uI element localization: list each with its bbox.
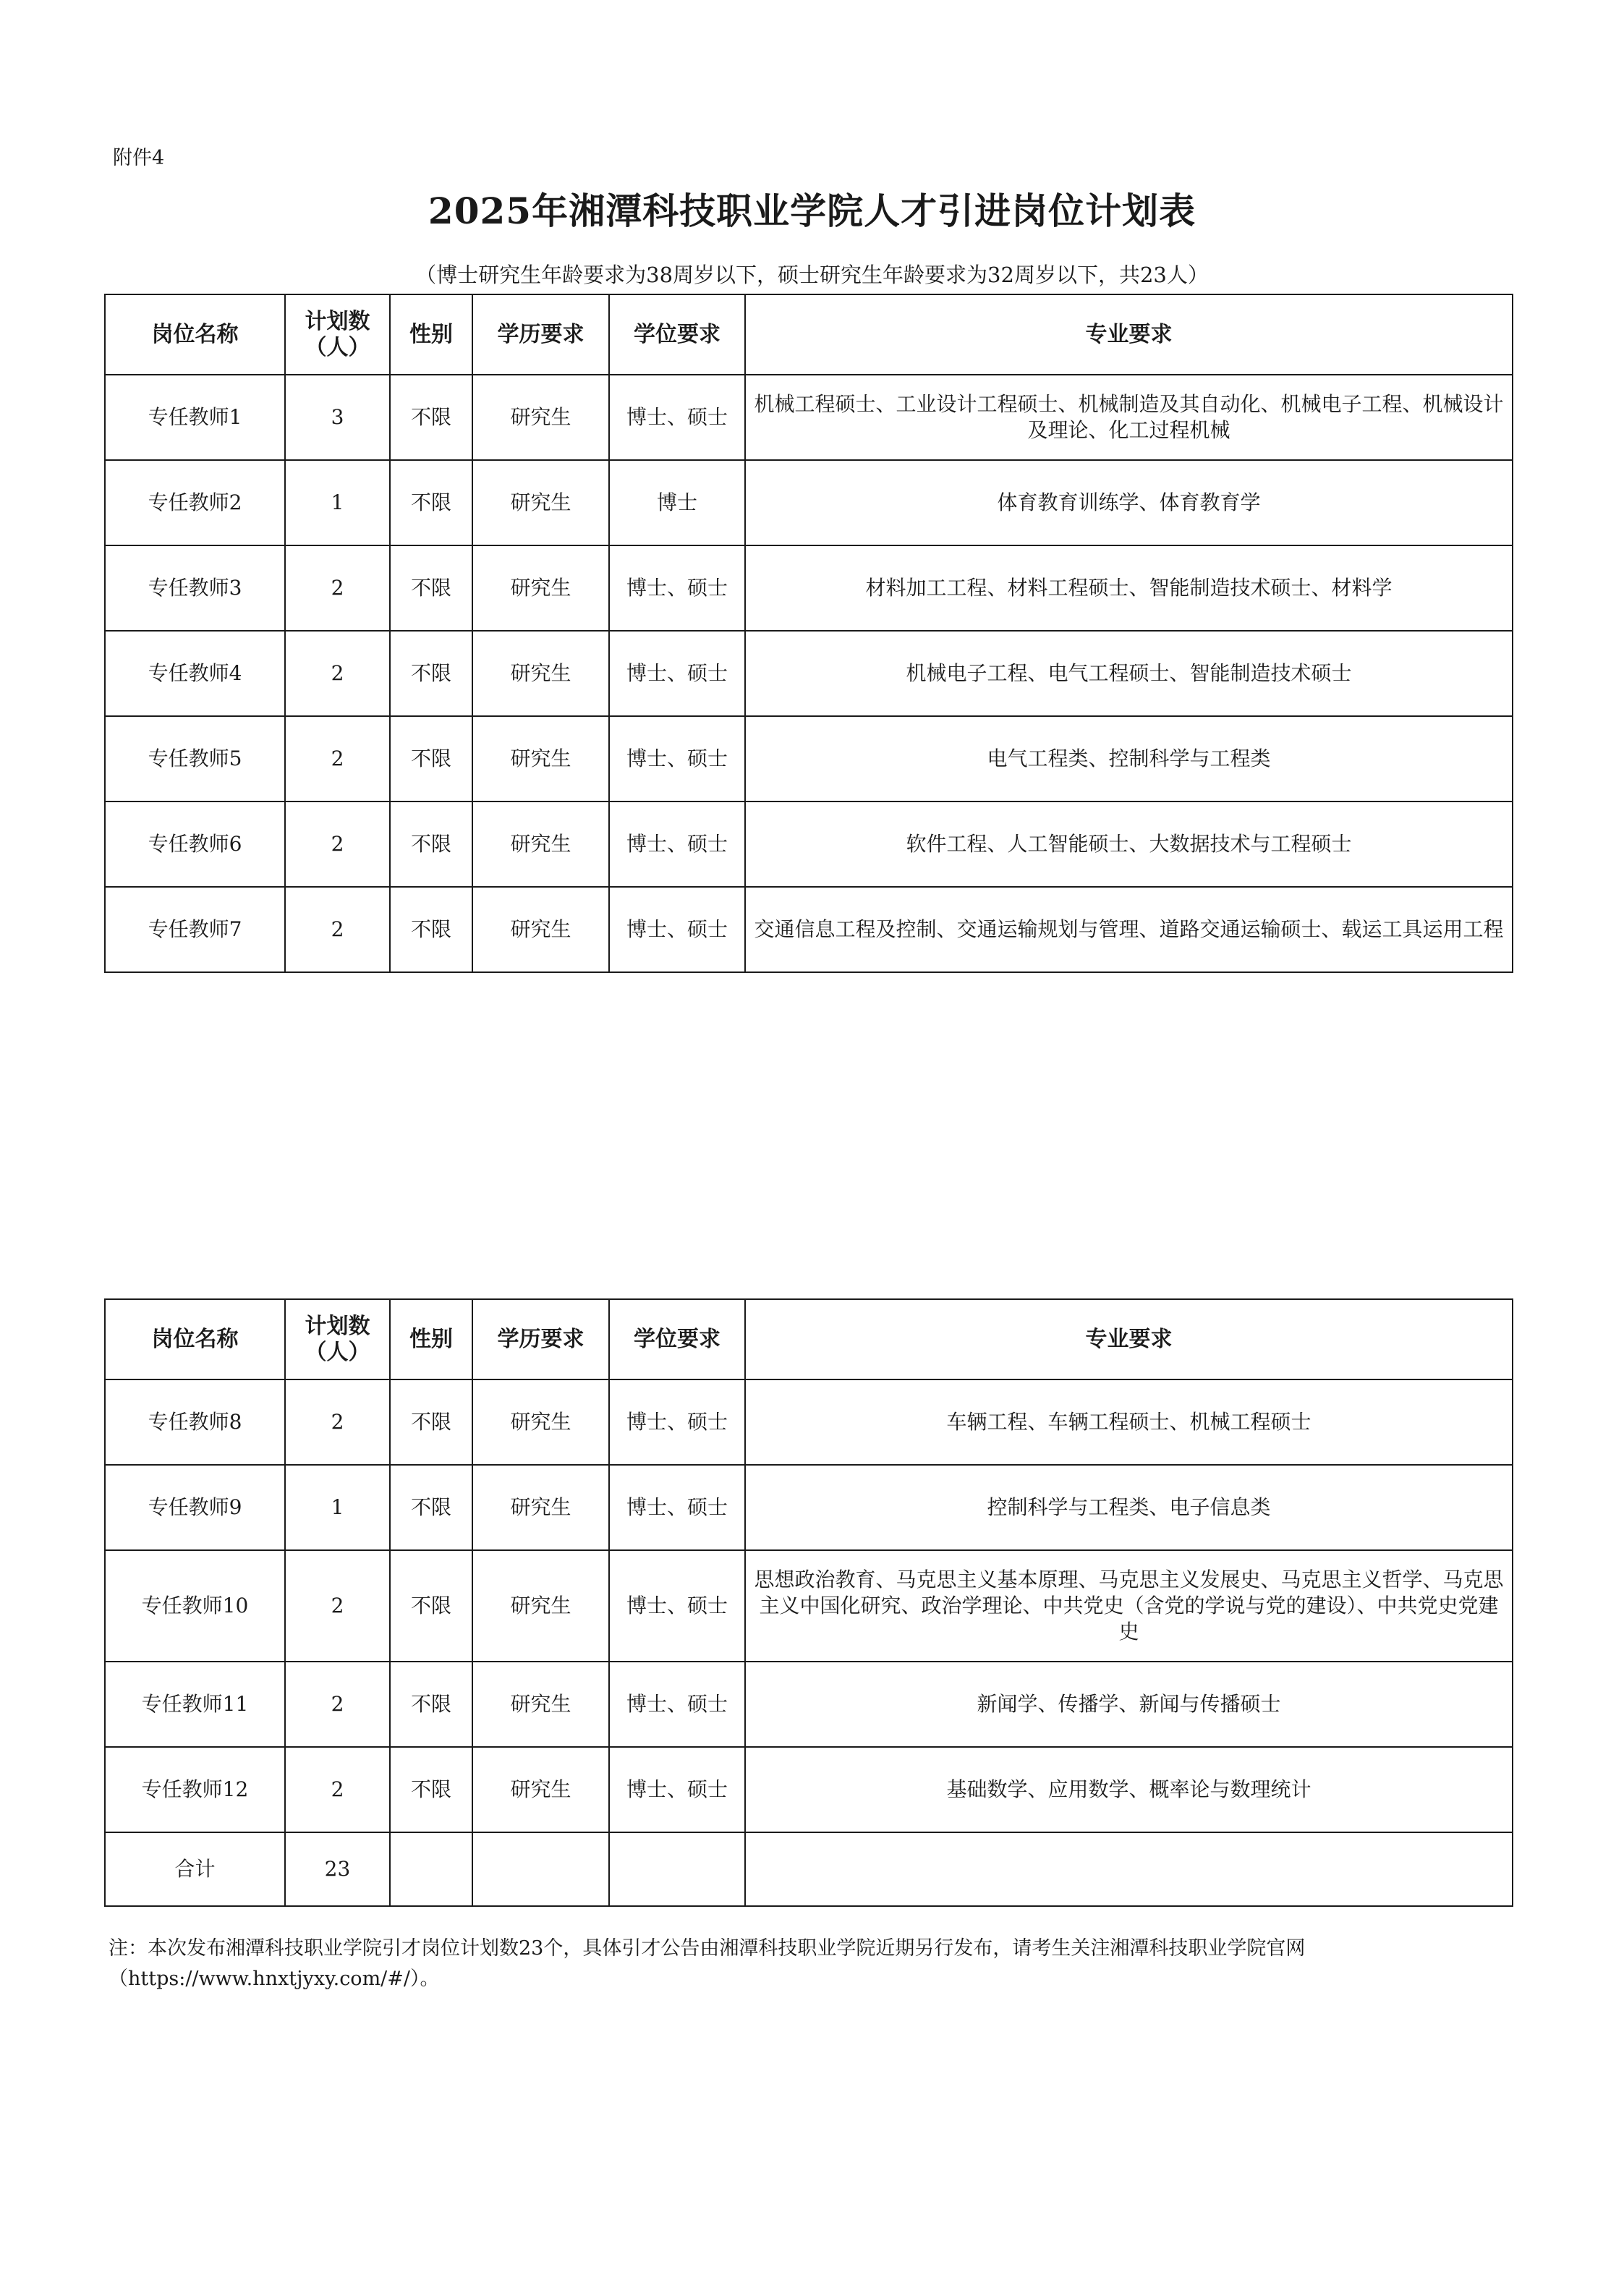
table-row [105,1662,1513,1747]
plan-table-1 [104,294,1513,973]
table-row [105,460,1513,545]
cell-plan: 2 [285,631,390,716]
cell-gender: 不限 [390,1550,472,1662]
cell-education: 研究生 [472,631,609,716]
empty-cell [609,1832,745,1906]
cell-gender: 不限 [390,375,472,460]
cell-major: 体育教育训练学、体育教育学 [745,460,1513,545]
cell-plan: 2 [285,887,390,972]
empty-cell [745,1832,1513,1906]
cell-education: 研究生 [472,545,609,631]
cell-education: 研究生 [472,716,609,802]
header-gender: 性别 [390,1299,472,1379]
cell-post: 专任教师4 [105,631,285,716]
header-post: 岗位名称 [105,1299,285,1379]
cell-gender: 不限 [390,545,472,631]
header-gender: 性别 [390,294,472,375]
empty-cell [472,1832,609,1906]
cell-major: 电气工程类、控制科学与工程类 [745,716,1513,802]
header-plan-line1: 计划数 [305,308,370,334]
cell-education: 研究生 [472,1379,609,1465]
total-plan: 23 [285,1832,390,1906]
cell-degree: 博士、硕士 [609,1379,745,1465]
cell-degree: 博士、硕士 [609,631,745,716]
table-row [105,887,1513,972]
cell-post: 专任教师6 [105,802,285,887]
page-subtitle: （博士研究生年龄要求为38周岁以下，硕士研究生年龄要求为32周岁以下，共23人） [415,263,1209,287]
table-row [105,716,1513,802]
header-plan-line2: （人） [305,334,370,360]
cell-degree: 博士、硕士 [609,1465,745,1550]
footnote: 注：本次发布湘潭科技职业学院引才岗位计划数23个，具体引才公告由湘潭科技职业学院近期另行发布，请考生关注湘潭科技职业学院官网（https://www.hnxtjyxy.com/#/）。 [109,1937,1306,1990]
header-major: 专业要求 [745,1299,1513,1379]
cell-education: 研究生 [472,460,609,545]
cell-plan: 1 [285,460,390,545]
cell-post: 专任教师8 [105,1379,285,1465]
cell-gender: 不限 [390,1662,472,1747]
page-title: 2025年湘潭科技职业学院人才引进岗位计划表 [428,190,1196,232]
cell-post: 专任教师3 [105,545,285,631]
cell-gender: 不限 [390,1747,472,1832]
cell-education: 研究生 [472,1662,609,1747]
cell-degree: 博士、硕士 [609,802,745,887]
header-degree: 学位要求 [609,1299,745,1379]
cell-education: 研究生 [472,1747,609,1832]
table-row [105,1465,1513,1550]
cell-plan: 2 [285,1550,390,1662]
cell-degree: 博士、硕士 [609,1550,745,1662]
cell-education: 研究生 [472,802,609,887]
table-row [105,802,1513,887]
plan-table-2 [104,1298,1513,1907]
cell-gender: 不限 [390,631,472,716]
table-row [105,1550,1513,1662]
cell-education: 研究生 [472,1550,609,1662]
table-row [105,545,1513,631]
cell-gender: 不限 [390,460,472,545]
cell-plan: 1 [285,1465,390,1550]
cell-major: 思想政治教育、马克思主义基本原理、马克思主义发展史、马克思主义哲学、马克思主义中国化研究、政治学理论、中共党史（含党的学说与党的建设）、中共党史党建史 [745,1550,1513,1662]
cell-degree: 博士、硕士 [609,716,745,802]
cell-degree: 博士 [609,460,745,545]
table-row [105,631,1513,716]
cell-major: 机械工程硕士、工业设计工程硕士、机械制造及其自动化、机械电子工程、机械设计及理论、化工过程机械 [745,375,1513,460]
cell-plan: 2 [285,716,390,802]
table-row [105,1379,1513,1465]
cell-gender: 不限 [390,716,472,802]
header-degree: 学位要求 [609,294,745,375]
header-plan-line2: （人） [305,1339,370,1365]
cell-education: 研究生 [472,887,609,972]
cell-post: 专任教师11 [105,1662,285,1747]
cell-post: 专任教师9 [105,1465,285,1550]
cell-plan: 2 [285,545,390,631]
cell-post: 专任教师12 [105,1747,285,1832]
empty-cell [390,1832,472,1906]
cell-plan: 2 [285,1747,390,1832]
cell-gender: 不限 [390,887,472,972]
attachment-label: 附件4 [113,147,165,169]
total-row [105,1832,1513,1906]
table-row [105,375,1513,460]
cell-post: 专任教师2 [105,460,285,545]
cell-major: 材料加工工程、材料工程硕士、智能制造技术硕士、材料学 [745,545,1513,631]
cell-gender: 不限 [390,1379,472,1465]
cell-plan: 3 [285,375,390,460]
cell-education: 研究生 [472,375,609,460]
cell-major: 车辆工程、车辆工程硕士、机械工程硕士 [745,1379,1513,1465]
cell-post: 专任教师1 [105,375,285,460]
table-header-row [105,294,1513,375]
cell-major: 机械电子工程、电气工程硕士、智能制造技术硕士 [745,631,1513,716]
header-education: 学历要求 [472,1299,609,1379]
cell-education: 研究生 [472,1465,609,1550]
table-row [105,1747,1513,1832]
header-major: 专业要求 [745,294,1513,375]
cell-major: 软件工程、人工智能硕士、大数据技术与工程硕士 [745,802,1513,887]
cell-post: 专任教师5 [105,716,285,802]
cell-degree: 博士、硕士 [609,887,745,972]
cell-degree: 博士、硕士 [609,1662,745,1747]
header-post: 岗位名称 [105,294,285,375]
cell-degree: 博士、硕士 [609,1747,745,1832]
cell-major: 基础数学、应用数学、概率论与数理统计 [745,1747,1513,1832]
cell-plan: 2 [285,802,390,887]
cell-gender: 不限 [390,1465,472,1550]
header-plan-line1: 计划数 [305,1313,370,1339]
cell-degree: 博士、硕士 [609,545,745,631]
cell-post: 专任教师7 [105,887,285,972]
header-plan [285,1299,390,1379]
cell-plan: 2 [285,1379,390,1465]
table-header-row [105,1299,1513,1379]
cell-gender: 不限 [390,802,472,887]
cell-degree: 博士、硕士 [609,375,745,460]
cell-major: 交通信息工程及控制、交通运输规划与管理、道路交通运输硕士、载运工具运用工程 [745,887,1513,972]
cell-post: 专任教师10 [105,1550,285,1662]
header-education: 学历要求 [472,294,609,375]
cell-major: 新闻学、传播学、新闻与传播硕士 [745,1662,1513,1747]
header-plan [285,294,390,375]
total-label: 合计 [105,1832,285,1906]
cell-major: 控制科学与工程类、电子信息类 [745,1465,1513,1550]
cell-plan: 2 [285,1662,390,1747]
